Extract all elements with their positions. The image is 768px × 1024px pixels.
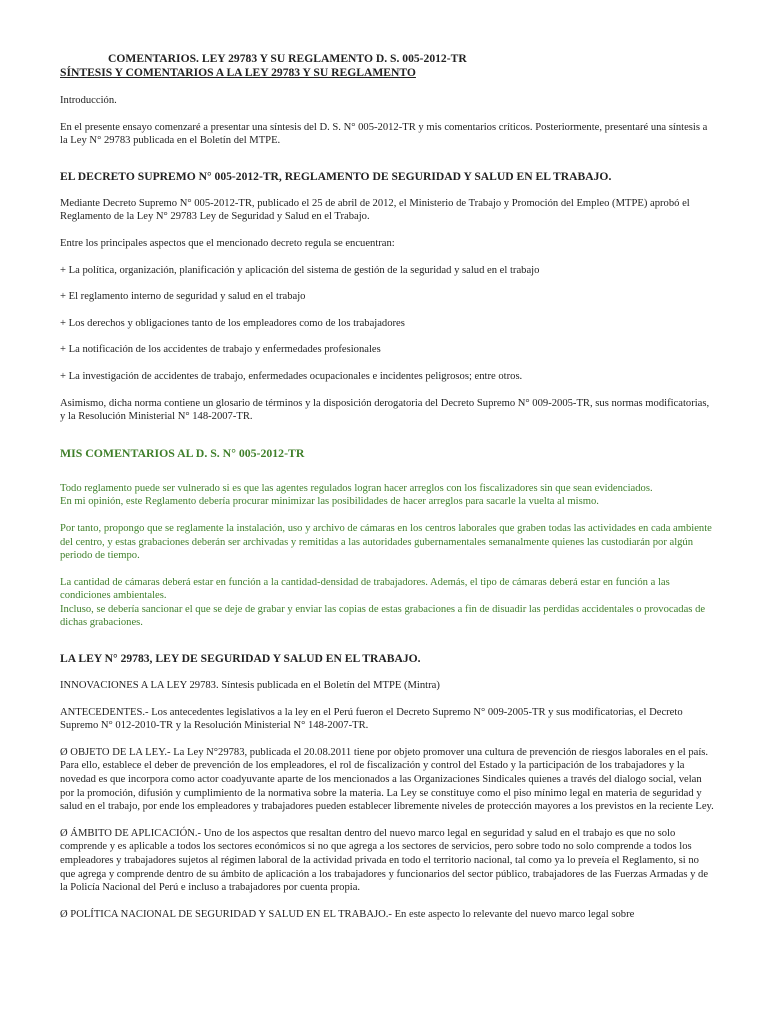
decreto-paragraph-1: Mediante Decreto Supremo N° 005-2012-TR, publicado el 25 de abril de 2012, el Ministerio de Trabajo y Promoción del Empleo (MTPE) aprobó el Reglamento de la Ley N° 29783 Ley de Seguridad y Salud en el Trabajo. [60, 197, 690, 223]
decreto-bullet: + La investigación de accidentes de trabajo, enfermedades ocupacionales e incidentes peligrosos; entre otros. [60, 370, 523, 382]
decreto-bullet: + La notificación de los accidentes de trabajo y enfermedades profesionales [60, 344, 381, 356]
decreto-bullet: + La política, organización, planificación y aplicación del sistema de gestión de la seguridad y salud en el trabajo [60, 264, 540, 276]
decreto-paragraph-3: Asimismo, dicha norma contiene un glosario de términos y la disposición derogatoria del Decreto Supremo N° 009-2005-TR, sus normas modificatorias, y la Resolución Ministerial N° 148-2007-TR. [60, 397, 710, 423]
ley-objeto-b: Para ello, establece el deber de prevención de los empleadores, el rol de fiscalización y control del Estado y la participación de los trabajadores y la novedad es que incorpora como actor coadyuvante aparte de los mencionados a las Organizaciones Sindicales quienes a través del dialogo social, velan por la promoción, difusión y cumplimiento de la normativa sobre la materia. La Ley se constituye como el piso mínimo legal en materia de seguridad y salud en el trabajo, por ende los empleadores y trabajadores pueden establecer libremente niveles de protección mayores a los previstos en la reciente Ley. [60, 760, 714, 813]
ley-antecedentes: ANTECEDENTES.- Los antecedentes legislativos a la ley en el Perú fueron el Decreto Supremo N° 009-2005-TR y sus modificatorias, el Decreto Supremo N° 012-2010-TR y la Resolución Ministerial N° 148-2007-TR. [60, 706, 683, 732]
comentarios-paragraph-2: Por tanto, propongo que se reglamente la instalación, uso y archivo de cámaras en los centros laborales que graben todas las actividades en cada ambiente del centro, y estas grabaciones deberán ser archivadas y remitidas a las autoridades gubernamentales semanalmente quienes las custodiarán por algún periodo de tiempo. [60, 522, 712, 562]
intro-text: En el presente ensayo comenzaré a presentar una síntesis del D. S. N° 005-2012-TR y mis comentarios críticos. Posteriormente, presentaré una síntesis a la Ley N° 29783 publicada en el Boletín del MTPE. [60, 121, 708, 147]
ley-innovaciones: INNOVACIONES A LA LEY 29783. Síntesis publicada en el Boletín del MTPE (Mintra) [60, 680, 440, 692]
document-title: COMENTARIOS. LEY 29783 Y SU REGLAMENTO D. S. 005-2012-TR [108, 52, 467, 65]
ley-heading: LA LEY N° 29783, LEY DE SEGURIDAD Y SALUD EN EL TRABAJO. [60, 652, 421, 666]
comentarios-heading: MIS COMENTARIOS AL D. S. N° 005-2012-TR [60, 445, 305, 460]
comentarios-paragraph-3b: Incluso, se debería sancionar el que se deje de grabar y enviar las copias de estas grabaciones a fin de disuadir las perdidas accidentales o provocadas de dichas grabaciones. [60, 603, 706, 629]
comentarios-paragraph-1a: Todo reglamento puede ser vulnerado si es que las agentes regulados logran hacer arreglos con los fiscalizadores sin que sean evidenciados. [60, 482, 653, 494]
decreto-paragraph-2: Entre los principales aspectos que el mencionado decreto regula se encuentran: [60, 237, 395, 249]
ley-objeto-a: Ø OBJETO DE LA LEY.- La Ley N°29783, publicada el 20.08.2011 tiene por objeto promover una cultura de prevención de riesgos laborales en el país. [60, 746, 709, 758]
comentarios-paragraph-1b: En mi opinión, este Reglamento debería procurar minimizar las posibilidades de hacer arreglos para sacarle la vuelta al mismo. [60, 496, 599, 508]
document-subtitle: SÍNTESIS Y COMENTARIOS A LA LEY 29783 Y SU REGLAMENTO [60, 66, 416, 79]
decreto-bullet: + Los derechos y obligaciones tanto de los empleadores como de los trabajadores [60, 317, 405, 329]
comentarios-paragraph-3a: La cantidad de cámaras deberá estar en función a la cantidad-densidad de trabajadores. Además, el tipo de cámaras deberá estar en función a las condiciones ambientales. [60, 576, 670, 602]
ley-ambito: Ø ÁMBITO DE APLICACIÓN.- Uno de los aspectos que resaltan dentro del nuevo marco legal en seguridad y salud en el trabajo es que no solo comprende y es aplicable a todos los sectores económicos si no que agrega a los sectores de servicios, pero sobre todo no solo comprende a todos los empleadores y trabajadores sujetos al régimen laboral de la actividad privada en todo el territorio nacional, tal como ya lo preveía el Reglamento, si no que agrega y comprende dentro de su ámbito de aplicación a los trabajadores y funcionarios del sector público, trabajadores de las Fuerzas Armadas y de la Policía Nacional del Perú e incluso a trabajadores por cuenta propia. [60, 827, 709, 894]
decreto-heading: EL DECRETO SUPREMO N° 005-2012-TR, REGLAMENTO DE SEGURIDAD Y SALUD EN EL TRABAJO. [60, 169, 612, 183]
decreto-bullet: + El reglamento interno de seguridad y salud en el trabajo [60, 291, 306, 303]
intro-label: Introducción. [60, 95, 117, 106]
ley-politica: Ø POLÍTICA NACIONAL DE SEGURIDAD Y SALUD EN EL TRABAJO.- En este aspecto lo relevante del nuevo marco legal sobre [60, 908, 635, 920]
